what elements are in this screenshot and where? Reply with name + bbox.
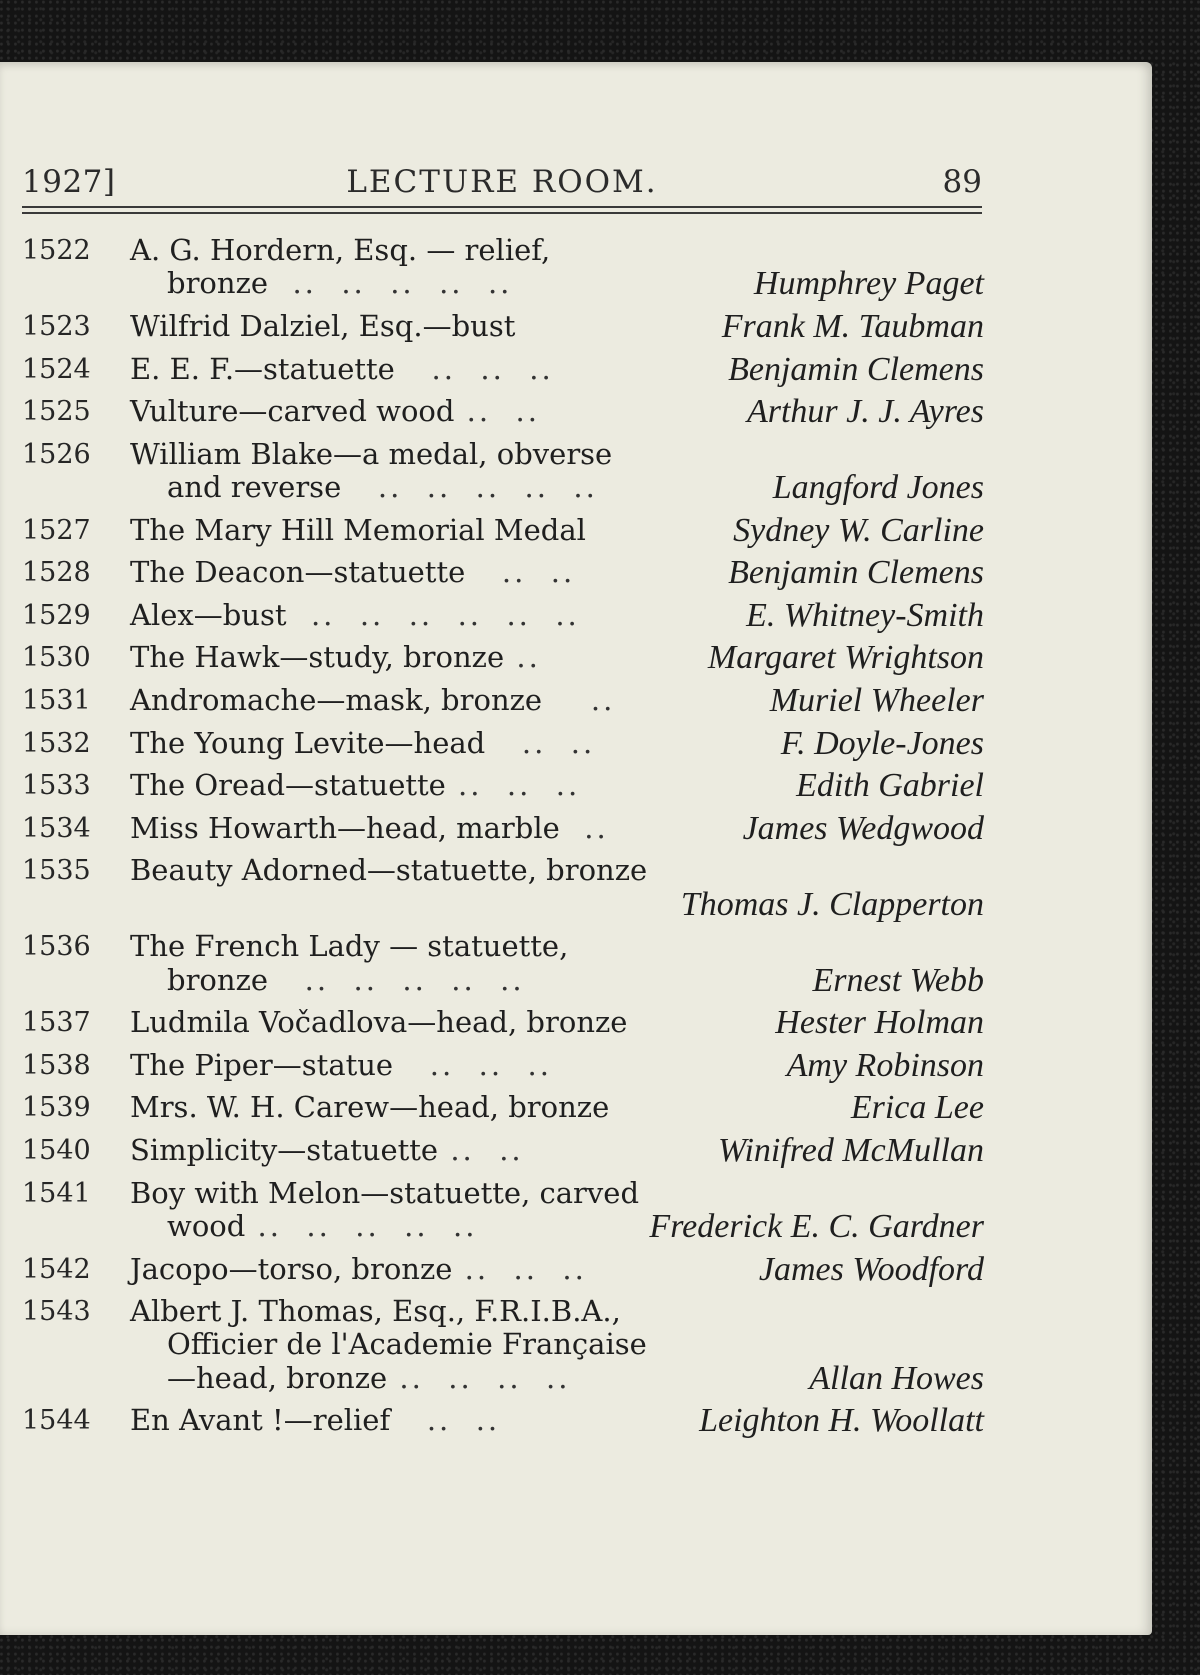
work-title-text: Officier de l'Academie Française <box>167 1327 647 1362</box>
entry-line <box>22 724 984 762</box>
catalogue-entry <box>22 809 984 847</box>
work-title-text: Alex—bust <box>130 597 287 632</box>
entry-line <box>22 767 984 805</box>
catalogue-number: 1533 <box>22 770 91 802</box>
work-title-text: Miss Howarth—head, marble <box>130 810 560 845</box>
work-title-text: The French Lady — statuette, <box>130 929 569 964</box>
entry-line <box>22 1359 984 1397</box>
work-title <box>130 727 595 760</box>
leader-dots: .. <box>542 683 616 717</box>
artist-name: Frederick E. C. Gardner <box>649 1207 984 1245</box>
entry-line <box>22 854 984 887</box>
entry-line <box>22 1207 984 1245</box>
header-year: 1927] <box>22 164 116 200</box>
entry-line <box>22 1295 984 1328</box>
entry-line <box>22 809 984 847</box>
work-title-text: Boy with Melon—statuette, carved <box>130 1175 640 1210</box>
catalogue-entry <box>22 350 984 388</box>
artist-name: James Wedgwood <box>742 809 984 847</box>
leader-dots: .. <box>559 810 609 845</box>
work-title-text: Mrs. W. H. Carew—head, bronze <box>130 1090 610 1125</box>
leader-dots: .. .. <box>438 1133 524 1167</box>
catalogue-number: 1534 <box>22 812 91 844</box>
artist-name: Ernest Webb <box>812 961 984 999</box>
leader-dots: .. .. .. .. .. .. <box>286 597 580 632</box>
work-title <box>130 812 609 845</box>
work-title <box>130 1049 552 1082</box>
work-title-text: bronze <box>167 962 269 997</box>
entry-line <box>22 468 984 506</box>
catalogue-entry <box>22 596 984 634</box>
entry-line <box>22 596 984 634</box>
work-title-text: William Blake—a medal, obverse <box>130 436 613 471</box>
catalogue-number: 1536 <box>22 931 91 963</box>
artist-name: Humphrey Paget <box>753 265 984 303</box>
leader-dots: .. .. .. .. .. <box>268 962 525 997</box>
catalogue-entry <box>22 307 984 345</box>
work-title <box>130 395 540 428</box>
leader-dots: .. .. .. <box>445 768 581 803</box>
work-title-text: A. G. Hordern, Esq. — relief, <box>130 233 551 267</box>
catalogue-number: 1543 <box>22 1296 91 1328</box>
entry-line <box>22 1046 984 1084</box>
catalogue-number: 1537 <box>22 1007 91 1039</box>
work-title <box>167 1328 647 1361</box>
catalogue-number: 1528 <box>22 557 91 589</box>
work-title-text: En Avant !—relief <box>130 1403 391 1438</box>
catalogue-entry <box>22 1295 984 1395</box>
page-number: 89 <box>942 164 982 200</box>
artist-name: Sydney W. Carline <box>733 511 984 549</box>
work-title-text: —head, bronze <box>167 1360 388 1395</box>
entry-line <box>22 1177 984 1210</box>
work-title <box>130 684 615 717</box>
entry-line <box>22 1134 984 1167</box>
artist-name: Benjamin Clemens <box>728 350 984 388</box>
entry-line <box>22 393 984 431</box>
artist-name: Hester Holman <box>775 1004 984 1042</box>
catalogue-entry <box>22 854 984 921</box>
work-title-text: E. E. F.—statuette <box>130 351 395 386</box>
work-title-text: The Deacon—statuette <box>130 555 466 590</box>
catalogue-number: 1531 <box>22 685 91 716</box>
entry-line <box>22 234 984 267</box>
entry-line <box>22 930 984 963</box>
catalogue-number: 1529 <box>22 599 91 631</box>
work-title-text: Beauty Adorned—statuette, bronze <box>130 853 648 888</box>
work-title-text: The Young Levite—head <box>130 725 486 760</box>
work-title <box>130 1253 587 1286</box>
artist-name: Thomas J. Clapperton <box>680 885 984 923</box>
entry-line <box>22 1089 984 1127</box>
catalogue-entry <box>22 1089 984 1127</box>
catalogue-entry <box>22 393 984 431</box>
catalogue-number: 1527 <box>22 514 91 546</box>
work-title <box>130 1404 500 1437</box>
catalogue-entry <box>22 1046 984 1084</box>
catalogue-entry <box>22 639 984 677</box>
artist-name: Arthur J. J. Ayres <box>746 393 984 431</box>
work-title-text: The Oread—statuette <box>130 768 446 803</box>
catalogue-number: 1522 <box>22 235 91 266</box>
artist-name: Frank M. Taubman <box>721 307 984 345</box>
work-title <box>167 267 512 300</box>
catalogue-number: 1541 <box>22 1177 91 1209</box>
artist-name: Erica Lee <box>850 1089 984 1127</box>
work-title-text: and reverse <box>167 469 342 504</box>
work-title-text: wood <box>167 1208 246 1243</box>
book-page <box>0 62 1152 1635</box>
artist-name: Winifred McMullan <box>718 1132 984 1169</box>
catalogue-entry <box>22 554 984 592</box>
work-title-text: Ludmila Vočadlova—head, bronze <box>130 1005 628 1040</box>
work-title <box>130 514 586 547</box>
catalogue-entry <box>22 438 984 505</box>
leader-dots: .. .. <box>485 725 596 760</box>
work-title <box>130 1177 639 1210</box>
artist-name: Benjamin Clemens <box>728 554 984 592</box>
catalogue-entry <box>22 1004 984 1042</box>
artist-name: James Woodford <box>758 1250 984 1288</box>
work-title-text: Albert J. Thomas, Esq., F.R.I.B.A., <box>130 1294 621 1329</box>
work-title <box>130 1091 609 1124</box>
work-title-text: Wilfrid Dalziel, Esq.—bust <box>130 308 516 343</box>
catalogue-number: 1530 <box>22 642 91 674</box>
catalogue-entry <box>22 1250 984 1288</box>
catalogue-entry <box>22 930 984 997</box>
artist-name: Muriel Wheeler <box>769 682 984 719</box>
catalogue-number: 1526 <box>22 438 91 470</box>
work-title <box>130 854 647 887</box>
leader-dots: .. .. <box>390 1403 501 1438</box>
work-title-text: Jacopo—torso, bronze <box>130 1251 453 1286</box>
work-title <box>167 964 525 997</box>
work-title-text: bronze <box>167 266 269 301</box>
work-title-text: Vulture—carved wood <box>130 394 455 429</box>
entry-line <box>22 961 984 999</box>
header-title: LECTURE ROOM. <box>346 164 658 200</box>
leader-dots: .. .. .. <box>394 351 554 386</box>
entry-line <box>22 684 984 717</box>
artist-name: Langford Jones <box>772 468 984 506</box>
catalogue-entry <box>22 724 984 762</box>
work-title <box>130 1006 627 1039</box>
work-title-text: The Mary Hill Memorial Medal <box>130 512 586 547</box>
artist-name: Margaret Wrightson <box>707 639 984 677</box>
leader-dots: .. .. .. <box>393 1047 552 1082</box>
entry-line <box>22 1250 984 1288</box>
artist-name: Leighton H. Woollatt <box>699 1402 984 1440</box>
leader-dots: .. .. <box>454 394 540 429</box>
leader-dots: .. .. .. .. <box>387 1360 571 1395</box>
entry-line <box>22 307 984 345</box>
artist-name: Allan Howes <box>809 1359 984 1397</box>
leader-dots: .. .. .. .. .. <box>245 1208 478 1243</box>
catalogue-number: 1532 <box>22 727 91 759</box>
catalogue-number: 1539 <box>22 1092 91 1124</box>
entry-line <box>22 1328 984 1361</box>
catalogue-number: 1525 <box>22 396 91 428</box>
work-title <box>167 1362 570 1395</box>
work-title <box>130 641 541 674</box>
catalogue-list <box>0 62 1152 1635</box>
catalogue-number: 1544 <box>22 1405 91 1437</box>
catalogue-number: 1524 <box>22 353 91 385</box>
catalogue-number: 1523 <box>22 310 91 342</box>
artist-name: E. Whitney-Smith <box>746 596 984 634</box>
entry-line <box>22 265 984 303</box>
catalogue-number: 1538 <box>22 1049 91 1081</box>
leader-dots: .. .. .. <box>452 1251 587 1286</box>
catalogue-number: 1542 <box>22 1253 91 1285</box>
entry-line <box>22 1402 984 1440</box>
work-title <box>167 471 598 504</box>
catalogue-entry <box>22 767 984 805</box>
work-title-text: The Hawk—study, bronze <box>130 640 505 675</box>
catalogue-number: 1540 <box>22 1135 91 1166</box>
catalogue-entry <box>22 1402 984 1440</box>
entry-line <box>22 350 984 388</box>
work-title <box>167 1210 477 1243</box>
catalogue-entry <box>22 1134 984 1167</box>
work-title <box>130 438 612 471</box>
entry-line <box>22 1004 984 1042</box>
artist-name: F. Doyle-Jones <box>780 724 984 762</box>
catalogue-entry <box>22 1177 984 1244</box>
entry-line <box>22 885 984 923</box>
work-title <box>130 599 580 632</box>
work-title <box>130 234 550 267</box>
entry-line <box>22 438 984 471</box>
leader-dots: .. .. <box>465 555 576 590</box>
catalogue-entry <box>22 684 984 717</box>
leader-dots: .. .. .. .. .. <box>341 469 598 504</box>
entry-line <box>22 511 984 549</box>
artist-name: Amy Robinson <box>786 1046 984 1084</box>
work-title <box>130 1134 524 1167</box>
work-title <box>130 769 580 802</box>
catalogue-number: 1535 <box>22 855 91 887</box>
work-title <box>130 1295 621 1328</box>
work-title-text: Andromache—mask, bronze <box>130 683 543 717</box>
leader-dots: .. <box>504 640 541 675</box>
catalogue-entry <box>22 511 984 549</box>
work-title-text: Simplicity—statuette <box>130 1133 439 1167</box>
work-title <box>130 556 575 589</box>
work-title <box>130 930 568 963</box>
work-title-text: The Piper—statue <box>130 1047 394 1082</box>
entry-line <box>22 554 984 592</box>
entry-line <box>22 639 984 677</box>
work-title <box>130 310 515 343</box>
catalogue-entry <box>22 234 984 301</box>
leader-dots: .. .. .. .. .. <box>268 266 513 301</box>
work-title <box>130 353 554 386</box>
artist-name: Edith Gabriel <box>796 767 984 805</box>
